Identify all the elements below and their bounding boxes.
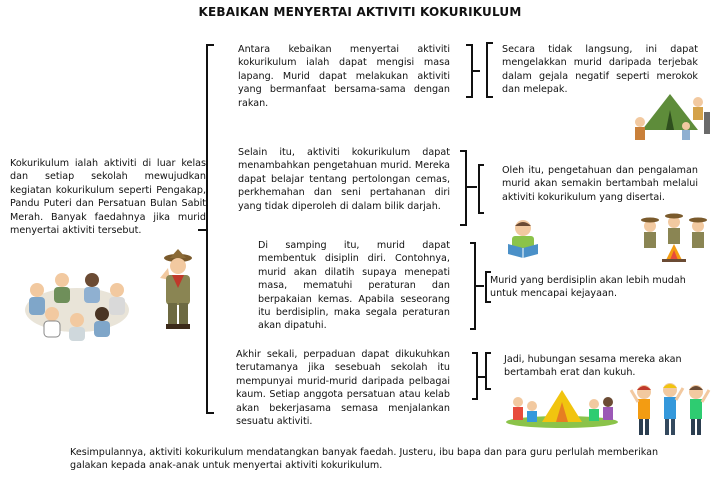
main-bracket-tick (198, 229, 208, 231)
connector-2 (467, 186, 477, 188)
scouts-circle-illustration (12, 262, 142, 342)
scouts-campfire-illustration (636, 212, 712, 264)
point-4-detail: Jadi, hubungan sesama mereka akan bertambah erat dan kukuh. (504, 354, 682, 379)
connector-4 (478, 376, 485, 378)
point-1-detail: Secara tidak langsung, ini dapat mengelakkan murid daripada terjebak dalam gejala negatif seperti merokok dan melepak. (502, 44, 698, 96)
bracket-2-right (460, 150, 467, 226)
point-3-detail: Murid yang berdisiplin akan lebih mudah untuk mencapai kejayaan. (490, 275, 686, 300)
intro-text: Kokurikulum ialah aktiviti di luar kelas dan setiap sekolah mewujudkan kegiatan kokurikulum seperti Pengakap, Pandu Puteri dan Persatuan Bulan Sabit Merah. Banyak faedahnya jika murid menyertai aktiviti tersebut. (10, 158, 206, 237)
bracket-2-left (478, 164, 484, 214)
connector-3 (476, 285, 484, 287)
page-title: KEBAIKAN MENYERTAI AKTIVITI KOKURIKULUM (198, 5, 522, 19)
reading-child-illustration (502, 218, 544, 260)
point-2-main: Selain itu, aktiviti kokurikulum dapat menambahkan pengetahuan murid. Mereka dapat belajar tentang pertolongan cemas, perkhemahan dan seni pertahanan diri yang tidak diperoleh di dalam bilik darjah. (238, 147, 450, 212)
bracket-1-left (486, 42, 493, 98)
kids-waving-illustration (628, 378, 712, 440)
connector-1 (473, 70, 480, 72)
point-4-main: Akhir sekali, perpaduan dapat dikukuhkan terutamanya jika sesebuah sekolah itu mempunyai murid-murid daripada pelbagai kaum. Setiap anggota persatuan atau kelab akan bekerjasama semasa menjalankan sesuatu aktiviti. (236, 349, 450, 428)
point-2-detail: Oleh itu, pengetahuan dan pengalaman murid akan semakin bertambah melalui aktiviti kokurikulum yang disertai. (502, 165, 698, 203)
point-3-main: Di samping itu, murid dapat membentuk disiplin diri. Contohnya, murid akan dilatih supaya menepati masa, mematuhi peraturan dan berpakaian kemas. Apabila seseorang itu berdisiplin, maka segala peraturan akan dipatuhi. (258, 240, 450, 332)
camping-scene-illustration (628, 82, 712, 142)
scout-saluting-illustration (150, 248, 202, 330)
bracket-4-left (485, 352, 491, 390)
group-camp-illustration (504, 384, 622, 428)
conclusion-text: Kesimpulannya, aktiviti kokurikulum mendatangkan banyak faedah. Justeru, ibu bapa dan para guru perlulah memberikan galakan kepada anak-anak untuk menyertai aktiviti kokurikulum. (70, 447, 659, 472)
point-1-main: Antara kebaikan menyertai aktiviti kokurikulum ialah dapat mengisi masa lapang. Murid dapat melakukan aktiviti yang bermanfaat bersama-sama dengan rakan. (238, 44, 450, 109)
bracket-1-right (466, 44, 473, 98)
